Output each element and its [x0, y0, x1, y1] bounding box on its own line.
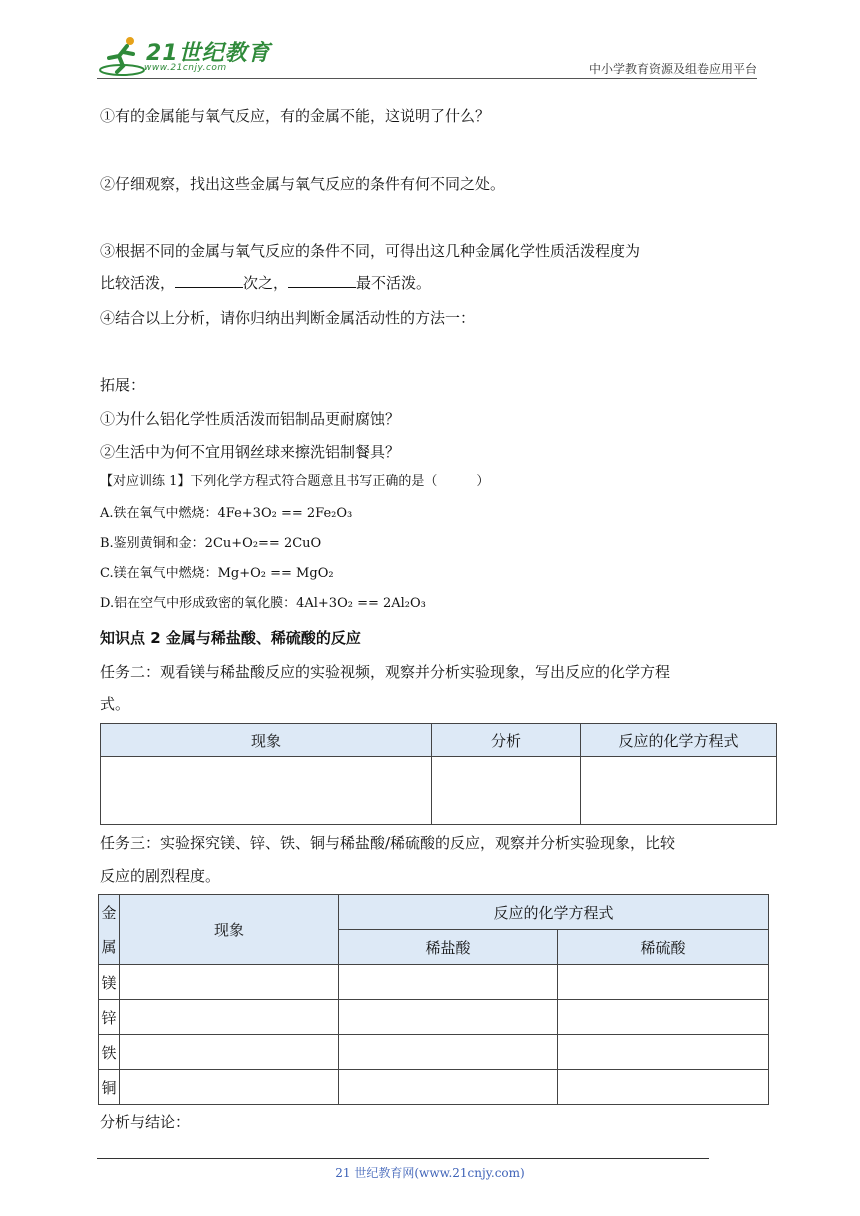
training-stem: 【对应训练 1】下列化学方程式符合题意且书写正确的是（ ）: [100, 474, 490, 489]
cell-zn-h2so4[interactable]: [558, 1000, 769, 1035]
platform-title: 中小学教育资源及组卷应用平台: [588, 62, 757, 76]
task-2-line-2: 式。: [100, 695, 131, 713]
logo-url: www.21cnjy.com: [144, 63, 227, 73]
section-title: 知识点 2 金属与稀盐酸、稀硫酸的反应: [100, 629, 361, 647]
metal-fe: 铁: [99, 1035, 120, 1070]
cell-phenomenon[interactable]: [101, 757, 432, 825]
answer-blank-1[interactable]: [175, 273, 243, 288]
footer-divider: [97, 1158, 709, 1159]
cell-fe-h2so4[interactable]: [558, 1035, 769, 1070]
metal-zn: 锌: [99, 1000, 120, 1035]
training-option-c: C.镁在氧气中燃烧：Mg+O₂ == MgO₂: [100, 566, 334, 581]
cell-fe-hcl[interactable]: [339, 1035, 558, 1070]
question-4: ④结合以上分析，请你归纳出判断金属活动性的方法一：: [100, 309, 476, 327]
task-2-line-1: 任务二：观看镁与稀盐酸反应的实验视频，观察并分析实验现象，写出反应的化学方程: [100, 663, 671, 681]
metal-cu: 铜: [99, 1070, 120, 1105]
extension-item-2: ②生活中为何不宜用钢丝球来擦洗铝制餐具？: [100, 443, 401, 461]
col-h2so4: 稀硫酸: [558, 930, 769, 965]
answer-blank-2[interactable]: [288, 273, 356, 288]
extension-item-1: ①为什么铝化学性质活泼而铝制品更耐腐蚀？: [100, 410, 401, 428]
q3-text-b: 次之，: [243, 274, 289, 292]
col-equation-2: 反应的化学方程式: [339, 895, 769, 930]
metal-mg: 镁: [99, 965, 120, 1000]
runner-icon: [97, 34, 147, 78]
cell-mg-hcl[interactable]: [339, 965, 558, 1000]
task-3-line-1: 任务三：实验探究镁、锌、铁、铜与稀盐酸/稀硫酸的反应，观察并分析实验现象，比较: [100, 834, 676, 852]
question-1: ①有的金属能与氧气反应，有的金属不能，这说明了什么？: [100, 107, 491, 125]
task-3-table: [98, 894, 769, 1105]
conclusion-label: 分析与结论：: [100, 1113, 191, 1131]
cell-cu-hcl[interactable]: [339, 1070, 558, 1105]
q3-text-c: 最不活泼。: [356, 274, 432, 292]
training-option-d: D.铝在空气中形成致密的氧化膜：4Al+3O₂ == 2Al₂O₃: [100, 596, 426, 611]
footer-text[interactable]: 21 世纪教育网(www.21cnjy.com): [335, 1166, 525, 1180]
cell-equation[interactable]: [581, 757, 777, 825]
q3-text-a: 比较活泼，: [100, 274, 176, 292]
cell-cu-h2so4[interactable]: [558, 1070, 769, 1105]
training-option-a: A.铁在氧气中燃烧：4Fe+3O₂ == 2Fe₂O₃: [100, 506, 353, 521]
cell-analysis[interactable]: [432, 757, 581, 825]
header-divider: [97, 78, 757, 79]
col-phenomenon: 现象: [101, 724, 432, 757]
cell-fe-phenomenon[interactable]: [120, 1035, 339, 1070]
task-2-table: [100, 723, 777, 825]
cell-zn-hcl[interactable]: [339, 1000, 558, 1035]
cell-cu-phenomenon[interactable]: [120, 1070, 339, 1105]
question-2: ②仔细观察，找出这些金属与氧气反应的条件有何不同之处。: [100, 175, 506, 193]
extension-title: 拓展：: [100, 376, 146, 394]
col-phenomenon-2: 现象: [120, 895, 339, 965]
training-option-b: B.鉴别黄铜和金：2Cu+O₂== 2CuO: [100, 536, 322, 551]
cell-mg-phenomenon[interactable]: [120, 965, 339, 1000]
metal-header-1: 金: [101, 903, 117, 922]
cell-mg-h2so4[interactable]: [558, 965, 769, 1000]
question-3-line-2: [100, 273, 431, 293]
cell-zn-phenomenon[interactable]: [120, 1000, 339, 1035]
question-3-line-1: ③根据不同的金属与氧气反应的条件不同，可得出这几种金属化学性质活泼程度为: [100, 242, 641, 260]
col-analysis: 分析: [432, 724, 581, 757]
task-3-line-2: 反应的剧烈程度。: [100, 867, 221, 885]
col-equation: 反应的化学方程式: [581, 724, 777, 757]
logo-text: 21世纪教育: [146, 41, 271, 66]
col-hcl: 稀盐酸: [339, 930, 558, 965]
metal-header-2: 属: [101, 937, 117, 956]
col-metal: [99, 895, 120, 965]
